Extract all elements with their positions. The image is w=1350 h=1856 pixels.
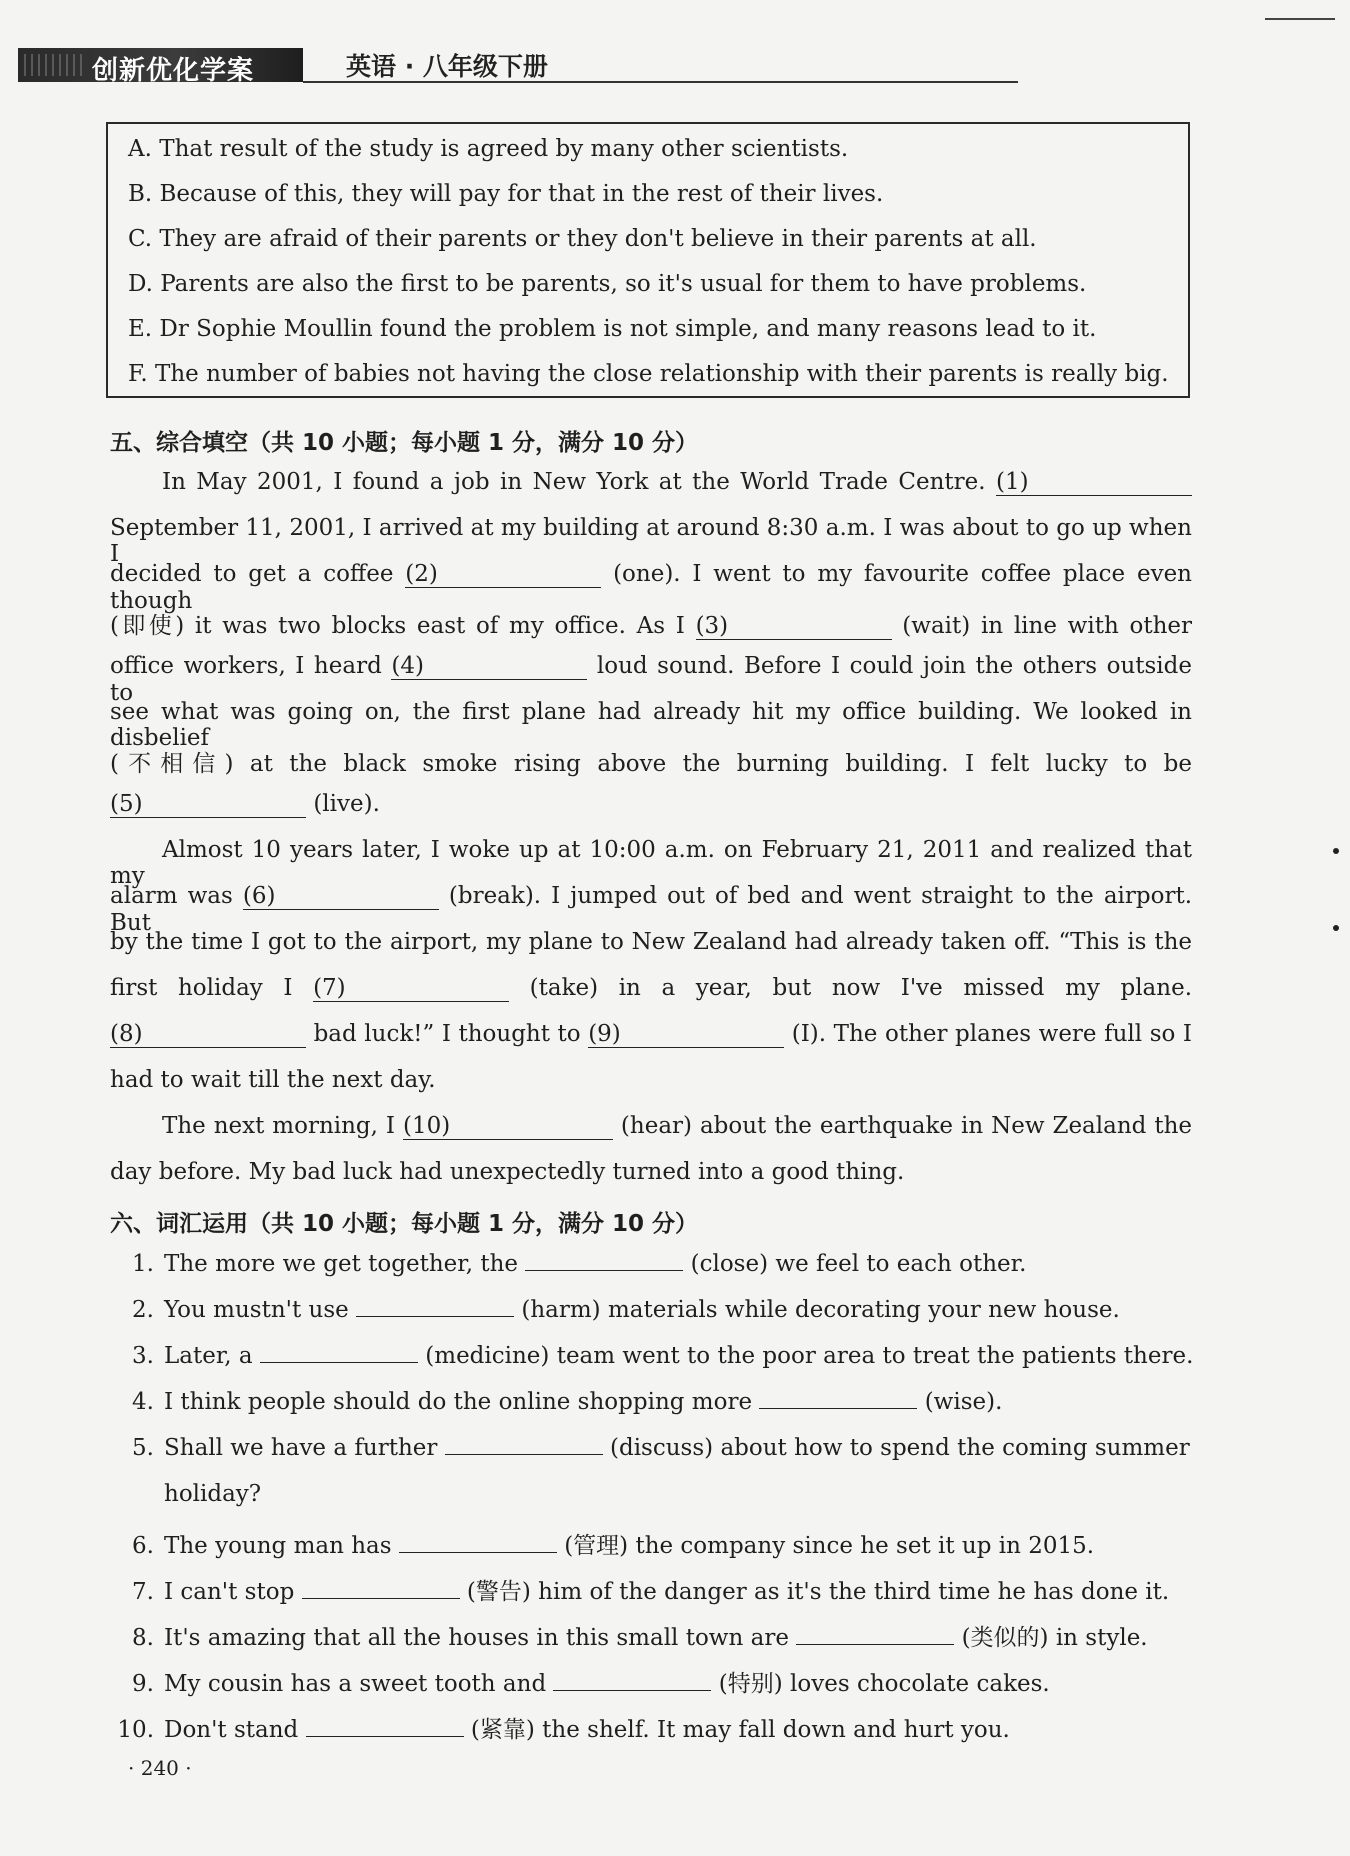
book-title: 英语 · 八年级下册 — [346, 52, 548, 81]
question-text: My cousin has a sweet tooth and — [164, 1671, 547, 1697]
blank-8[interactable]: (8) — [110, 1022, 306, 1048]
passage-line — [110, 1113, 1192, 1140]
passage-text: first holiday I — [110, 975, 293, 1001]
question-number: 8. — [132, 1625, 154, 1651]
question-9 — [110, 1665, 1050, 1698]
blank-6[interactable]: (6) — [243, 884, 439, 910]
answer-blank[interactable] — [260, 1362, 418, 1363]
passage-text: (I). The other planes were full so I — [791, 1021, 1192, 1047]
passage-text: office workers, I heard — [110, 653, 382, 679]
question-text: The young man has — [164, 1533, 392, 1559]
option-e: E. Dr Sophie Moullin found the problem is not simple, and many reasons lead to it. — [128, 316, 1097, 342]
question-number: 2. — [132, 1297, 154, 1323]
passage-line — [110, 469, 1192, 496]
question-text: (特别) loves chocolate cakes. — [718, 1671, 1050, 1697]
question-text: Shall we have a further — [164, 1435, 438, 1461]
option-d: D. Parents are also the first to be parents, so it's usual for them to have problems. — [128, 271, 1087, 297]
question-number: 10. — [117, 1717, 154, 1743]
blank-7[interactable]: (7) — [313, 976, 509, 1002]
passage-text: (即使) it was two blocks east of my office. As I — [110, 613, 685, 639]
passage-line — [110, 837, 1192, 889]
question-text: (wise). — [924, 1389, 1003, 1415]
question-3 — [110, 1343, 1193, 1369]
blank-10[interactable]: (10) — [403, 1114, 613, 1140]
header-divider — [303, 81, 1018, 83]
answer-blank[interactable] — [302, 1598, 460, 1599]
passage-text: (one). I went to my favourite coffee place even though — [110, 561, 1192, 615]
passage-text: loud sound. Before I could join the others outside to — [110, 653, 1192, 707]
question-number: 1. — [132, 1251, 154, 1277]
question-text: I can't stop — [164, 1579, 295, 1605]
passage-line — [110, 607, 1192, 640]
question-text: (类似的) in style. — [961, 1625, 1148, 1651]
blank-2[interactable]: (2) — [405, 562, 601, 588]
question-6 — [110, 1527, 1094, 1560]
question-number: 3. — [132, 1343, 154, 1369]
answer-blank[interactable] — [759, 1408, 917, 1409]
question-text: (medicine) team went to the poor area to treat the patients there. — [425, 1343, 1194, 1369]
question-text: You mustn't use — [164, 1297, 349, 1323]
question-7 — [110, 1573, 1169, 1606]
question-text: It's amazing that all the houses in this small town are — [164, 1625, 789, 1651]
option-a: A. That result of the study is agreed by many other scientists. — [128, 136, 849, 162]
passage-line — [110, 791, 380, 818]
passage-text: decided to get a coffee — [110, 561, 394, 587]
passage-line: see what was going on, the first plane had already hit my office building. We looked in disbelief — [110, 699, 1192, 751]
question-text: (harm) materials while decorating your new house. — [521, 1297, 1120, 1323]
brand-logo-text: 创新优化学案 — [92, 56, 255, 86]
passage-text: (wait) in line with other — [902, 613, 1193, 639]
brand-decoration — [24, 54, 84, 76]
passage-text: (hear) about the earthquake in New Zealand the — [620, 1113, 1192, 1139]
page-header — [18, 42, 1018, 88]
passage-line: had to wait till the next day. — [110, 1067, 436, 1093]
passage-line: (不相信) at the black smoke rising above the burning building. I felt lucky to be — [110, 751, 1192, 777]
passage-text: (live). — [313, 791, 380, 817]
answer-blank[interactable] — [399, 1552, 557, 1553]
question-text: (紧靠) the shelf. It may fall down and hurt you. — [470, 1717, 1010, 1743]
answer-blank[interactable] — [796, 1644, 954, 1645]
margin-mark — [1333, 925, 1339, 931]
answer-blank[interactable] — [445, 1454, 603, 1455]
passage-line — [110, 1021, 1192, 1048]
question-text: (管理) the company since he set it up in 2015. — [564, 1533, 1095, 1559]
question-10 — [110, 1711, 1010, 1744]
question-number: 9. — [132, 1671, 154, 1697]
passage-text: The next morning, I — [162, 1113, 396, 1139]
blank-4[interactable]: (4) — [391, 654, 587, 680]
passage-text: (break). I jumped out of bed and went straight to the airport. But — [110, 883, 1192, 937]
blank-5[interactable]: (5) — [110, 792, 306, 818]
page-number: · 240 · — [128, 1756, 192, 1780]
blank-1[interactable]: (1) — [996, 470, 1192, 496]
passage-text: In May 2001, I found a job in New York at the World Trade Centre. — [162, 469, 986, 495]
section5-heading: 五、综合填空（共 10 小题；每小题 1 分，满分 10 分） — [110, 430, 699, 456]
answer-blank[interactable] — [356, 1316, 514, 1317]
option-c: C. They are afraid of their parents or they don't believe in their parents at all. — [128, 226, 1037, 252]
passage-text: alarm was — [110, 883, 233, 909]
question-number: 5. — [132, 1435, 154, 1461]
question-2 — [110, 1297, 1120, 1323]
question-5 — [110, 1435, 1190, 1461]
passage-line: September 11, 2001, I arrived at my building at around 8:30 a.m. I was about to go up when I — [110, 515, 1192, 567]
question-number: 6. — [132, 1533, 154, 1559]
passage-line — [110, 975, 1192, 1002]
blank-3[interactable]: (3) — [696, 614, 892, 640]
corner-mark — [1265, 18, 1335, 20]
question-text: (警告) him of the danger as it's the third time he has done it. — [466, 1579, 1170, 1605]
passage-line: by the time I got to the airport, my plane to New Zealand had already taken off. “This is the — [110, 929, 1192, 955]
option-b: B. Because of this, they will pay for that in the rest of their lives. — [128, 181, 884, 207]
question-number: 7. — [132, 1579, 154, 1605]
question-text: Later, a — [164, 1343, 253, 1369]
section6-heading: 六、词汇运用（共 10 小题；每小题 1 分，满分 10 分） — [110, 1211, 699, 1237]
margin-mark — [1333, 848, 1339, 854]
question-8 — [110, 1619, 1148, 1652]
question-number: 4. — [132, 1389, 154, 1415]
answer-blank[interactable] — [553, 1690, 711, 1691]
question-4 — [110, 1389, 1002, 1415]
question-5-continuation: holiday? — [164, 1481, 262, 1507]
question-text: Don't stand — [164, 1717, 299, 1743]
question-text: The more we get together, the — [164, 1251, 518, 1277]
question-text: (discuss) about how to spend the coming summer — [610, 1435, 1190, 1461]
passage-text: Almost 10 years later, I woke up at 10:00 a.m. on February 21, 2011 and realized that my — [110, 837, 1192, 889]
question-text: (close) we feel to each other. — [690, 1251, 1027, 1277]
blank-9[interactable]: (9) — [588, 1022, 784, 1048]
question-text: I think people should do the online shopping more — [164, 1389, 753, 1415]
passage-text: (take) in a year, but now I've missed my plane. — [529, 975, 1193, 1001]
options-box — [106, 122, 1190, 398]
question-1 — [110, 1251, 1026, 1277]
option-f: F. The number of babies not having the close relationship with their parents is really big. — [128, 361, 1169, 387]
passage-line: day before. My bad luck had unexpectedly turned into a good thing. — [110, 1159, 905, 1185]
answer-blank[interactable] — [306, 1736, 464, 1737]
passage-text: bad luck!” I thought to — [313, 1021, 581, 1047]
answer-blank[interactable] — [525, 1270, 683, 1271]
brand-banner — [18, 48, 303, 86]
